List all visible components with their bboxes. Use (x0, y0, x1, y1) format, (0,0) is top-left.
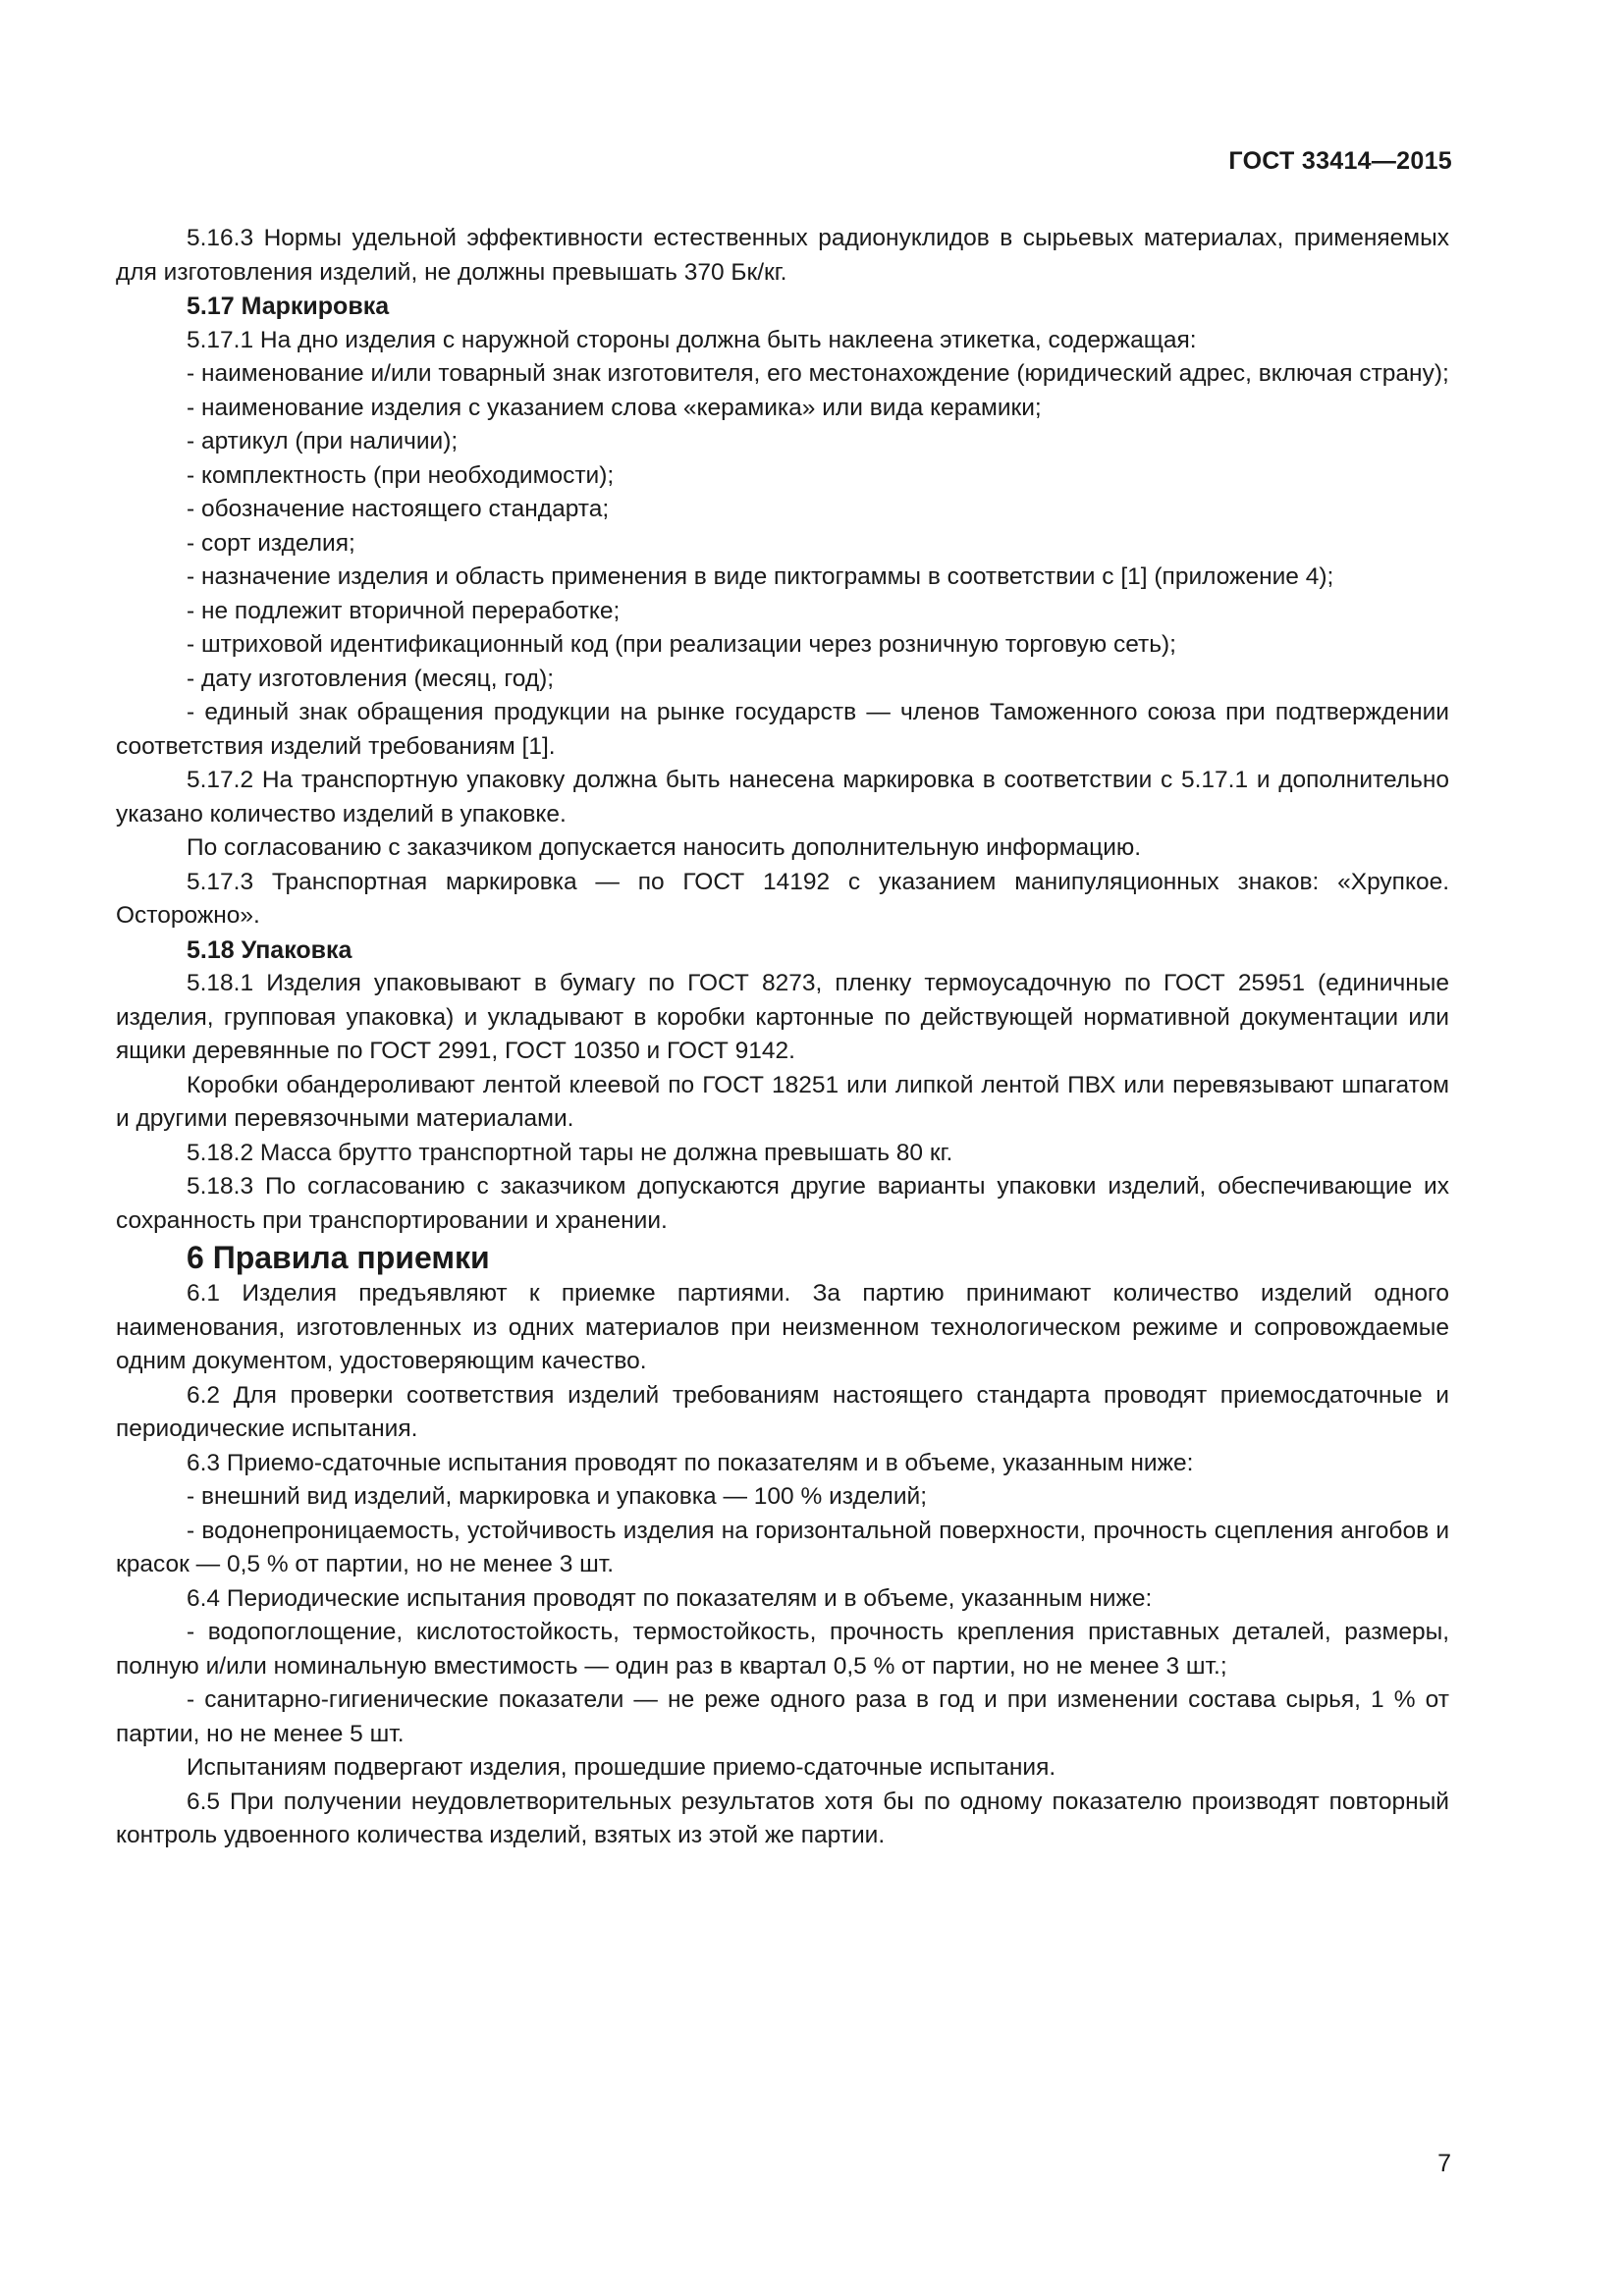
list-item: - водопоглощение, кислотостойкость, термостойкость, прочность крепления приставных деталей, размеры, полную и/или номинальную вместимость — один раз в квартал 0,5 % от партии, но не менее 3 шт.; (116, 1619, 1449, 1680)
list-item: - внешний вид изделий, маркировка и упаковка — 100 % изделий; (187, 1483, 928, 1510)
list-item: - единый знак обращения продукции на рынке государств — членов Таможенного союза при подтверждении соответствия изделий требованиям [1]. (116, 699, 1449, 760)
page-number: 7 (1437, 2150, 1451, 2177)
page-content (116, 222, 1449, 1853)
list-item: - артикул (при наличии); (187, 428, 459, 454)
section-heading-5-18: 5.18 Упаковка (187, 935, 352, 964)
list-item: - санитарно-гигиенические показатели — не реже одного раза в год и при изменении состава сырья, 1 % от партии, но не менее 5 шт. (116, 1686, 1449, 1747)
paragraph-5-18-2: 5.18.2 Масса брутто транспортной тары не должна превышать 80 кг. (187, 1139, 953, 1166)
paragraph-6-3: 6.3 Приемо-сдаточные испытания проводят по показателям и в объеме, указанным ниже: (187, 1449, 1194, 1476)
paragraph-5-17-3: 5.17.3 Транспортная маркировка — по ГОСТ 14192 с указанием манипуляционных знаков: «Хрупкое. Осторожно». (116, 868, 1449, 929)
list-item: - штриховой идентификационный код (при реализации через розничную торговую сеть); (187, 631, 1176, 658)
section-heading-5-17: 5.17 Маркировка (187, 293, 390, 320)
list-item: - обозначение настоящего стандарта; (187, 496, 610, 522)
paragraph-5-18-3: 5.18.3 По согласованию с заказчиком допускаются другие варианты упаковки изделий, обеспечивающие их сохранность при транспортировании и хранении. (116, 1173, 1449, 1234)
paragraph-6-2: 6.2 Для проверки соответствия изделий требованиям настоящего стандарта проводят приемосдаточные и периодические испытания. (116, 1381, 1449, 1442)
list-item: - назначение изделия и область применения в виде пиктограммы в соответствии с [1] (приложение 4); (187, 563, 1334, 590)
paragraph-5-17-2: 5.17.2 На транспортную упаковку должна быть нанесена маркировка в соответствии с 5.17.1 и дополнительно указано количество изделий в упаковке. (116, 767, 1449, 828)
list-item: - не подлежит вторичной переработке; (187, 597, 621, 624)
paragraph-6-1: 6.1 Изделия предъявляют к приемке партиями. За партию принимают количество изделий одного наименования, изготовленных из одних материалов при неизменном технологическом режиме и сопровождаемые одним документом, удостоверяющим качество. (116, 1280, 1449, 1374)
paragraph-5-18-1: 5.18.1 Изделия упаковывают в бумагу по ГОСТ 8273, пленку термоусадочную по ГОСТ 25951 (единичные изделия, групповая упаковка) и укладывают в коробки картонные по действующей нормативной документации или ящики деревянные по ГОСТ 2991, ГОСТ 10350 и ГОСТ 9142. (116, 970, 1449, 1064)
list-item: - наименование и/или товарный знак изготовителя, его местонахождение (юридический адрес, включая страну); (187, 360, 1449, 387)
list-item: - водонепроницаемость, устойчивость изделия на горизонтальной поверхности, прочность сцепления ангобов и красок — 0,5 % от партии, но не менее 3 шт. (116, 1517, 1449, 1577)
list-item: - комплектность (при необходимости); (187, 461, 615, 489)
paragraph-6-4-b: Испытаниям подвергают изделия, прошедшие приемо-сдаточные испытания. (187, 1754, 1056, 1781)
document-code-header: ГОСТ 33414—2015 (1228, 147, 1452, 175)
chapter-heading-6: 6 Правила приемки (187, 1240, 490, 1275)
list-item: - сорт изделия; (187, 529, 355, 557)
paragraph-5-18-1-b: Коробки обандероливают лентой клеевой по ГОСТ 18251 или липкой лентой ПВХ или перевязывают шпагатом и другими перевязочными материалами. (116, 1071, 1449, 1132)
paragraph-6-4: 6.4 Периодические испытания проводят по показателям и в объеме, указанным ниже: (187, 1584, 1153, 1612)
paragraph-5-17-2-note: По согласованию с заказчиком допускается наносить дополнительную информацию. (187, 834, 1142, 861)
paragraph-5-16-3: 5.16.3 Нормы удельной эффективности естественных радионуклидов в сырьевых материалах, применяемых для изготовления изделий, не должны превышать 370 Бк/кг. (116, 225, 1449, 286)
list-item: - дату изготовления (месяц, год); (187, 665, 555, 692)
list-item: - наименование изделия с указанием слова «керамика» или вида керамики; (187, 394, 1042, 421)
paragraph-5-17-1: 5.17.1 На дно изделия с наружной стороны должна быть наклеена этикетка, содержащая: (187, 326, 1197, 353)
paragraph-6-5: 6.5 При получении неудовлетворительных результатов хотя бы по одному показателю производят повторный контроль удвоенного количества изделий, взятых из этой же партии. (116, 1788, 1449, 1848)
